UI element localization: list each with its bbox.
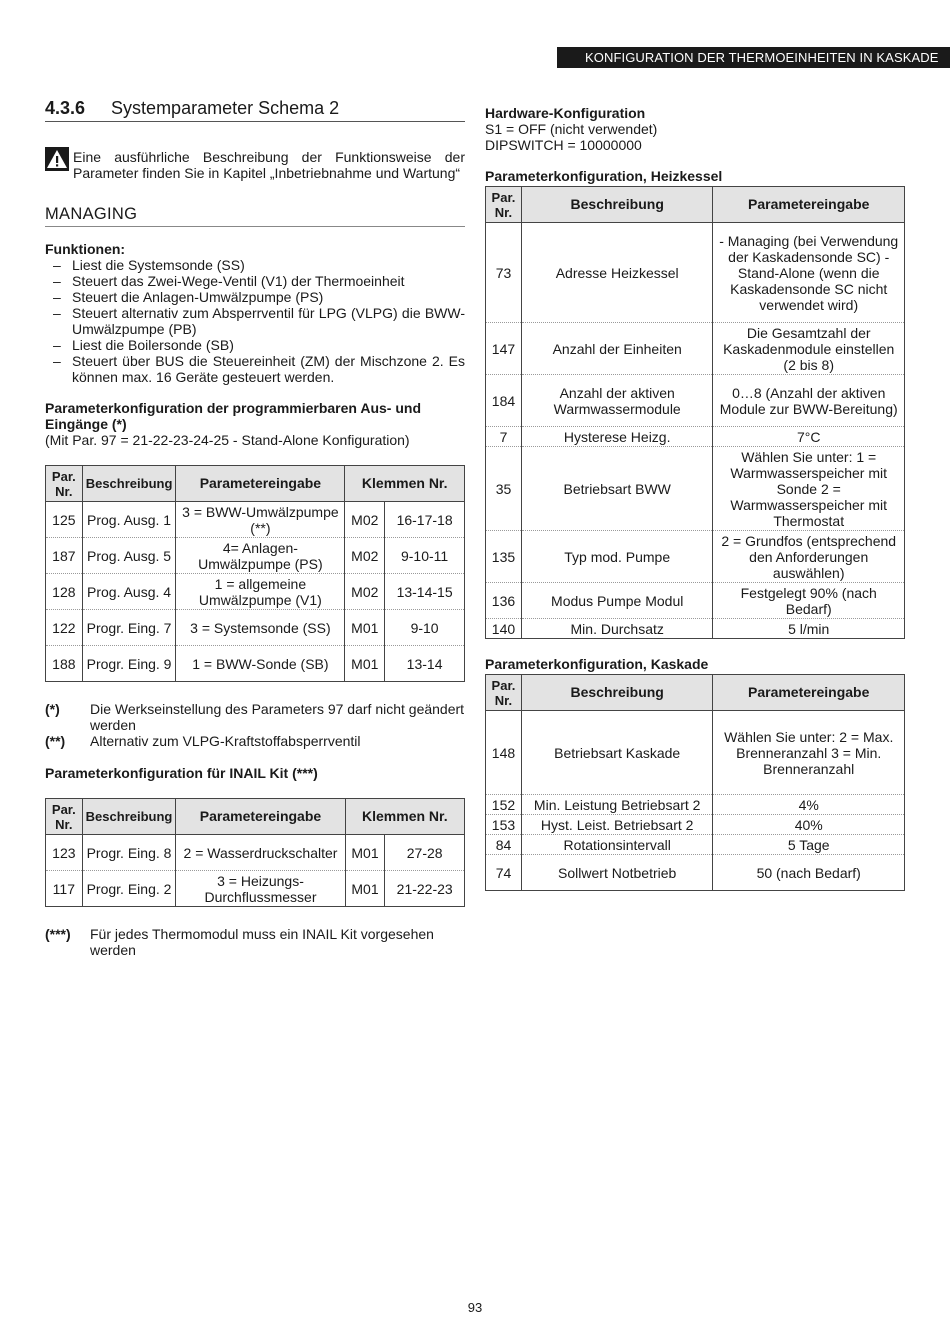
table-cell: 140 (486, 619, 522, 639)
table-cell: 50 (nach Bedarf) (713, 855, 905, 891)
heizkessel-table (485, 186, 905, 639)
footnote-text: Alternativ zum VLPG-Kraftstoffabsperrventil (90, 733, 361, 749)
table-cell: 125 (46, 502, 83, 538)
table-row (486, 835, 905, 855)
footnote-mark: (***) (45, 926, 71, 942)
table-cell: Progr. Eing. 9 (82, 646, 176, 682)
page-number: 93 (467, 1300, 483, 1315)
table-row (486, 447, 905, 531)
table-row (486, 427, 905, 447)
table-cell: 123 (46, 835, 83, 871)
column-header: Beschreibung (521, 187, 712, 223)
table-cell: Sollwert Notbetrieb (521, 855, 712, 891)
table-cell: M01 (345, 871, 385, 907)
table-cell: M01 (345, 646, 385, 682)
table-cell: Modus Pumpe Modul (521, 583, 712, 619)
table-row (486, 795, 905, 815)
table-cell: 40% (713, 815, 905, 835)
footnote (45, 701, 465, 733)
table-row (486, 531, 905, 583)
footnotes-1 (45, 701, 465, 749)
table-cell: 21-22-23 (385, 871, 465, 907)
managing-title: MANAGING (45, 205, 465, 227)
table-cell: 7°C (713, 427, 905, 447)
table-cell: Typ mod. Pumpe (521, 531, 712, 583)
table-cell: Anzahl der aktiven Warmwassermodule (521, 375, 712, 427)
column-header: Par. Nr. (46, 799, 83, 835)
table-cell: M02 (345, 538, 385, 574)
table-cell: Progr. Eing. 2 (82, 871, 176, 907)
table-cell: Hysterese Heizg. (521, 427, 712, 447)
table-cell: Anzahl der Einheiten (521, 323, 712, 375)
table-cell: 148 (486, 711, 522, 795)
table-cell: 16-17-18 (385, 502, 465, 538)
section-title: Systemparameter Schema 2 (111, 98, 340, 118)
table-cell: M01 (345, 610, 385, 646)
section-number: 4.3.6 (45, 98, 86, 118)
list-item: – Liest die Systemsonde (SS) (72, 257, 465, 273)
table-row (486, 323, 905, 375)
inail-title: Parameterkonfiguration für INAIL Kit (***) (45, 765, 318, 781)
table-cell: 27-28 (385, 835, 465, 871)
table-cell: Hyst. Leist. Betriebsart 2 (521, 815, 712, 835)
column-header: Parametereingabe (713, 187, 905, 223)
table-row (46, 835, 465, 871)
table-cell: Min. Durchsatz (521, 619, 712, 639)
column-header: Parametereingabe (713, 675, 905, 711)
table-cell: 9-10 (385, 610, 465, 646)
table-cell: 187 (46, 538, 83, 574)
table-cell: M02 (345, 574, 385, 610)
table-cell: Betriebsart BWW (521, 447, 712, 531)
list-item: – Steuert die Anlagen-Umwälzpumpe (PS) (72, 289, 465, 305)
table-header-row (46, 799, 465, 835)
io-config-title: Parameterkonfiguration der programmierbaren Aus- und Eingänge (*) (45, 400, 421, 432)
table-cell: 136 (486, 583, 522, 619)
table-cell: 7 (486, 427, 522, 447)
table-row (46, 574, 465, 610)
table-cell: 117 (46, 871, 83, 907)
table-cell: Progr. Eing. 7 (82, 610, 176, 646)
table-cell: Die Gesamtzahl der Kaskadenmodule einstellen (2 bis 8) (713, 323, 905, 375)
table-cell: 184 (486, 375, 522, 427)
table-cell: 3 = Heizungs-Durchflussmesser (176, 871, 345, 907)
warning-text: Eine ausführliche Beschreibung der Funktionsweise der Parameter finden Sie in Kapitel „Inbetriebnahme und Wartung“ (73, 149, 465, 181)
table-cell: Prog. Ausg. 1 (82, 502, 176, 538)
warning-note (45, 149, 465, 181)
table-row (486, 619, 905, 639)
column-header: Beschreibung (82, 466, 176, 502)
list-item: – Steuert über BUS die Steuereinheit (ZM) der Mischzone 2. Es können max. 16 Geräte gesteuert werden. (72, 353, 465, 385)
table-row (486, 711, 905, 795)
table-cell: Festgelegt 90% (nach Bedarf) (713, 583, 905, 619)
table-cell: 9-10-11 (385, 538, 465, 574)
section-heading (45, 98, 465, 122)
hardware-line: DIPSWITCH = 10000000 (485, 137, 642, 153)
column-header: Parametereingabe (176, 466, 345, 502)
table-cell: 13-14 (385, 646, 465, 682)
footnote (45, 733, 465, 749)
table-cell: - Managing (bei Verwendung der Kaskadensonde SC) - Stand-Alone (wenn die Kaskadensonde SC nicht verwendet wird) (713, 223, 905, 323)
table-cell: 153 (486, 815, 522, 835)
table-cell: 135 (486, 531, 522, 583)
column-header: Beschreibung (82, 799, 176, 835)
table-cell: Prog. Ausg. 5 (82, 538, 176, 574)
table-cell: 84 (486, 835, 522, 855)
column-header: Par. Nr. (486, 187, 522, 223)
footnote-mark: (*) (45, 701, 60, 717)
table-row (486, 815, 905, 835)
table-row (46, 646, 465, 682)
table-cell: 35 (486, 447, 522, 531)
column-header: Klemmen Nr. (345, 466, 465, 502)
table-row (486, 223, 905, 323)
table-header-row (486, 675, 905, 711)
table-cell: 2 = Grundfos (entsprechend den Anforderungen auswählen) (713, 531, 905, 583)
footnote (45, 926, 465, 958)
hardware-title: Hardware-Konfiguration (485, 105, 646, 121)
table-row (46, 502, 465, 538)
warning-triangle-icon (45, 147, 69, 171)
footnote-text: Die Werkseinstellung des Parameters 97 darf nicht geändert werden (90, 701, 465, 733)
table-row (46, 538, 465, 574)
table-cell: 3 = Systemsonde (SS) (176, 610, 345, 646)
column-header: Beschreibung (521, 675, 712, 711)
right-column (485, 105, 905, 891)
table-cell: 147 (486, 323, 522, 375)
table-row (486, 855, 905, 891)
column-header: Par. Nr. (486, 675, 522, 711)
column-header: Klemmen Nr. (345, 799, 464, 835)
table-cell: Wählen Sie unter: 1 = Warmwasserspeicher mit Sonde 2 = Warmwasserspeicher mit Thermostat (713, 447, 905, 531)
table-cell: Min. Leistung Betriebsart 2 (521, 795, 712, 815)
footnote-text: Für jedes Thermomodul muss ein INAIL Kit vorgesehen werden (90, 926, 434, 958)
table-cell: 5 Tage (713, 835, 905, 855)
table-cell: 4= Anlagen-Umwälzpumpe (PS) (176, 538, 345, 574)
heizkessel-title: Parameterkonfiguration, Heizkessel (485, 168, 723, 184)
table-cell: Prog. Ausg. 4 (82, 574, 176, 610)
list-item: – Liest die Boilersonde (SB) (72, 337, 465, 353)
table-cell: 122 (46, 610, 83, 646)
kaskade-table (485, 674, 905, 891)
table-row (46, 610, 465, 646)
table-cell: Progr. Eing. 8 (82, 835, 176, 871)
functions-list (45, 257, 465, 385)
io-config-table (45, 465, 465, 682)
table-cell: 4% (713, 795, 905, 815)
table-cell: Adresse Heizkessel (521, 223, 712, 323)
left-column (45, 98, 465, 958)
table-header-row (486, 187, 905, 223)
table-cell: 188 (46, 646, 83, 682)
footnotes-2 (45, 926, 465, 958)
table-cell: 128 (46, 574, 83, 610)
table-row (486, 583, 905, 619)
kaskade-title: Parameterkonfiguration, Kaskade (485, 656, 709, 672)
table-cell: 152 (486, 795, 522, 815)
table-cell: Wählen Sie unter: 2 = Max. Brenneranzahl 3 = Min. Brenneranzahl (713, 711, 905, 795)
header-banner: KONFIGURATION DER THERMOEINHEITEN IN KASKADE (557, 47, 950, 68)
column-header: Parametereingabe (176, 799, 345, 835)
table-cell: M01 (345, 835, 385, 871)
table-cell: 0…8 (Anzahl der aktiven Module zur BWW-Bereitung) (713, 375, 905, 427)
table-cell: 1 = allgemeine Umwälzpumpe (V1) (176, 574, 345, 610)
table-row (486, 375, 905, 427)
list-item: – Steuert alternativ zum Absperrventil für LPG (VLPG) die BWW-Umwälzpumpe (PB) (72, 305, 465, 337)
hardware-line: S1 = OFF (nicht verwendet) (485, 121, 658, 137)
list-item: – Steuert das Zwei-Wege-Ventil (V1) der Thermoeinheit (72, 273, 465, 289)
table-header-row (46, 466, 465, 502)
table-cell: 2 = Wasserdruckschalter (176, 835, 345, 871)
io-config-subtitle: (Mit Par. 97 = 21-22-23-24-25 - Stand-Alone Konfiguration) (45, 432, 410, 448)
table-cell: 1 = BWW-Sonde (SB) (176, 646, 345, 682)
table-cell: 3 = BWW-Umwälzpumpe (**) (176, 502, 345, 538)
table-cell: 74 (486, 855, 522, 891)
table-cell: 5 l/min (713, 619, 905, 639)
table-cell: Rotationsintervall (521, 835, 712, 855)
footnote-mark: (**) (45, 733, 66, 749)
table-cell: 13-14-15 (385, 574, 465, 610)
functions-label: Funktionen: (45, 241, 126, 257)
inail-table (45, 798, 465, 907)
table-cell: Betriebsart Kaskade (521, 711, 712, 795)
column-header: Par. Nr. (46, 466, 83, 502)
table-cell: M02 (345, 502, 385, 538)
table-row (46, 871, 465, 907)
table-cell: 73 (486, 223, 522, 323)
